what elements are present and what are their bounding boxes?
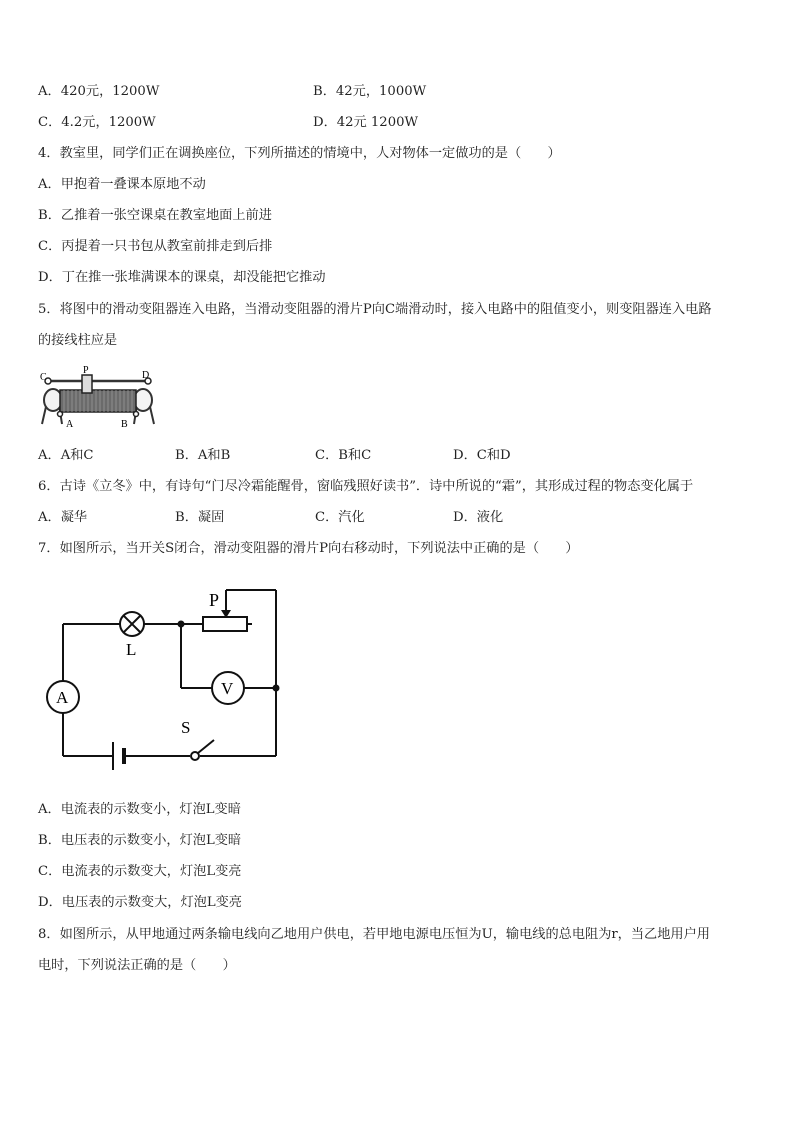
q6-option-d: D．液化 [453, 510, 504, 525]
q6-option-a: A．凝华 [38, 510, 88, 525]
q5-option-c: C．B和C [315, 448, 372, 463]
q7-option-c: C．电流表的示数变大，灯泡L变亮 [38, 864, 242, 879]
q4-stem: 4．教室里，同学们正在调换座位，下列所描述的情境中，人对物体一定做功的是（ ） [38, 146, 561, 161]
q7-stem: 7．如图所示，当开关S闭合，滑动变阻器的滑片P向右移动时，下列说法中正确的是（ ） [38, 541, 579, 556]
q3-option-a: A．420元，1200W [38, 84, 160, 99]
slider-p-label: P [83, 365, 89, 376]
q7-option-b: B．电压表的示数变小，灯泡L变暗 [38, 833, 242, 848]
q4-option-b: B．乙推着一张空课桌在教室地面上前进 [38, 208, 272, 223]
q5-option-b: B．A和B [175, 448, 231, 463]
q4-option-a: A．甲抱着一叠课本原地不动 [38, 177, 206, 192]
terminal-d-label: D [142, 370, 150, 381]
q6-option-c: C．汽化 [315, 510, 365, 525]
q3-option-b: B．42元，1000W [313, 84, 427, 99]
q3-option-d: D．42元 1200W [313, 115, 419, 130]
q7-option-d: D．电压表的示数变大，灯泡L变亮 [38, 895, 242, 910]
q8-stem-line2: 电时，下列说法正确的是（ ） [38, 958, 236, 973]
circuit-diagram [0, 580, 300, 780]
rheostat-figure [36, 364, 160, 432]
q5-option-d: D．C和D [453, 448, 511, 463]
voltmeter-label: V [221, 679, 234, 698]
circuit-label-l: L [126, 640, 137, 659]
q8-stem-line1: 8．如图所示，从甲地通过两条输电线向乙地用户供电，若甲地电源电压恒为U，输电线的总电阻为r，当乙地用户用 [38, 927, 710, 942]
q4-option-c: C．丙提着一只书包从教室前排走到后排 [38, 239, 273, 254]
switch-label: S [181, 718, 191, 737]
circuit-label-p: P [209, 590, 220, 610]
q6-stem: 6．古诗《立冬》中，有诗句“门尽冷霜能醒骨，窗临残照好读书”．诗中所说的“霜”，其形成过程的物态变化属于 [38, 479, 694, 494]
q5-stem-line2: 的接线柱应是 [38, 333, 118, 348]
q7-option-a: A．电流表的示数变小，灯泡L变暗 [38, 802, 241, 817]
ammeter-label: A [56, 688, 69, 707]
terminal-c-label: C [40, 372, 47, 383]
terminal-a-label: A [66, 419, 74, 430]
q4-option-d: D．丁在推一张堆满课本的课桌，却没能把它推动 [38, 270, 326, 285]
q5-option-a: A．A和C [38, 448, 94, 463]
q5-stem-line1: 5．将图中的滑动变阻器连入电路，当滑动变阻器的滑片P向C端滑动时，接入电路中的阻值变小，则变阻器连入电路 [38, 302, 712, 317]
q6-option-b: B．凝固 [175, 510, 225, 525]
terminal-b-label: B [121, 419, 128, 430]
q3-option-c: C．4.2元，1200W [38, 115, 156, 130]
